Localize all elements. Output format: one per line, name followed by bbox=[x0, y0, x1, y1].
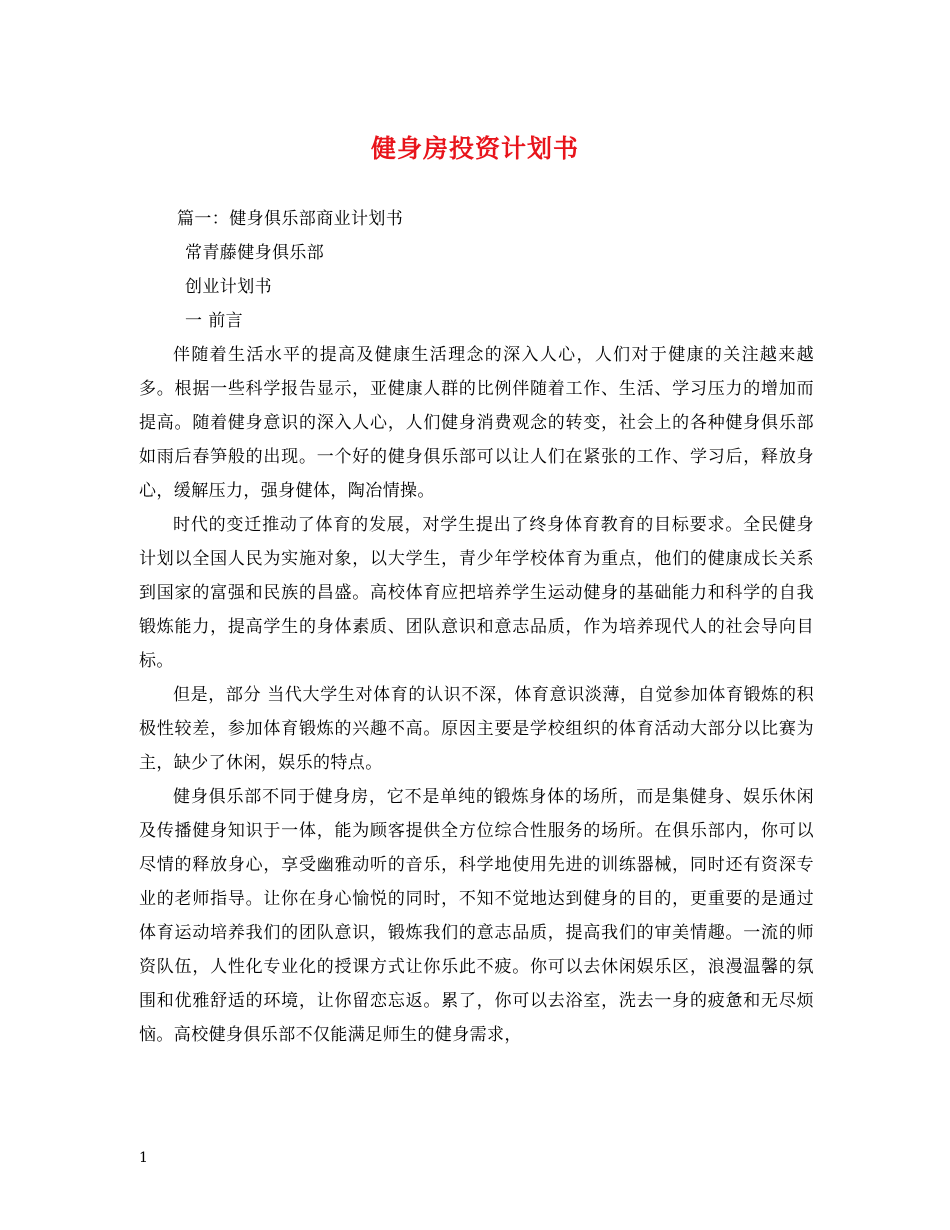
document-body bbox=[139, 202, 814, 1052]
paragraph: 伴随着生活水平的提高及健康生活理念的深入人心，人们对于健康的关注越来越多。根据一些科学报告显示，亚健康人群的比例伴随着工作、生活、学习压力的增加而提高。随着健身意识的深入人心，人们健身消费观念的转变，社会上的各种健身俱乐部如雨后春笋般的出现。一个好的健身俱乐部可以让人们在紧张的工作、学习后，释放身心，缓解压力，强身健体，陶冶情操。 bbox=[139, 345, 814, 501]
plan-label: 创业计划书 bbox=[185, 277, 272, 297]
page-number: 1 bbox=[139, 1150, 148, 1166]
paragraph: 但是，部分 当代大学生对体育的认识不深，体育意识淡薄，自觉参加体育锻炼的积极性较差，参加体育锻炼的兴趣不高。原因主要是学校组织的体育活动大部分以比赛为主，缺少了休闲，娱乐的特点。 bbox=[139, 685, 814, 773]
document-title: 健身房投资计划书 bbox=[370, 134, 579, 163]
club-name: 常青藤健身俱乐部 bbox=[185, 243, 325, 263]
paragraph: 时代的变迁推动了体育的发展，对学生提出了终身体育教育的目标要求。全民健身计划以全国人民为实施对象，以大学生，青少年学校体育为重点，他们的健康成长关系到国家的富强和民族的昌盛。高校体育应把培养学生运动健身的基础能力和科学的自我锻炼能力，提高学生的身体素质、团队意识和意志品质，作为培养现代人的社会导向目标。 bbox=[139, 515, 814, 671]
section-heading: 一 前言 bbox=[185, 311, 244, 331]
chapter-heading: 篇一：健身俱乐部商业计划书 bbox=[177, 209, 404, 229]
paragraph: 健身俱乐部不同于健身房，它不是单纯的锻炼身体的场所，而是集健身、娱乐休闲及传播健身知识于一体，能为顾客提供全方位综合性服务的场所。在俱乐部内，你可以尽情的释放身心，享受幽雅动听的音乐，科学地使用先进的训练器械，同时还有资深专业的老师指导。让你在身心愉悦的同时，不知不觉地达到健身的目的，更重要的是通过体育运动培养我们的团队意识，锻炼我们的意志品质，提高我们的审美情趣。一流的师资队伍，人性化专业化的授课方式让你乐此不疲。你可以去休闲娱乐区，浪漫温馨的氛围和优雅舒适的环境，让你留恋忘返。累了，你可以去浴室，洗去一身的疲惫和无尽烦恼。高校健身俱乐部不仅能满足师生的健身需求， bbox=[139, 787, 814, 1045]
